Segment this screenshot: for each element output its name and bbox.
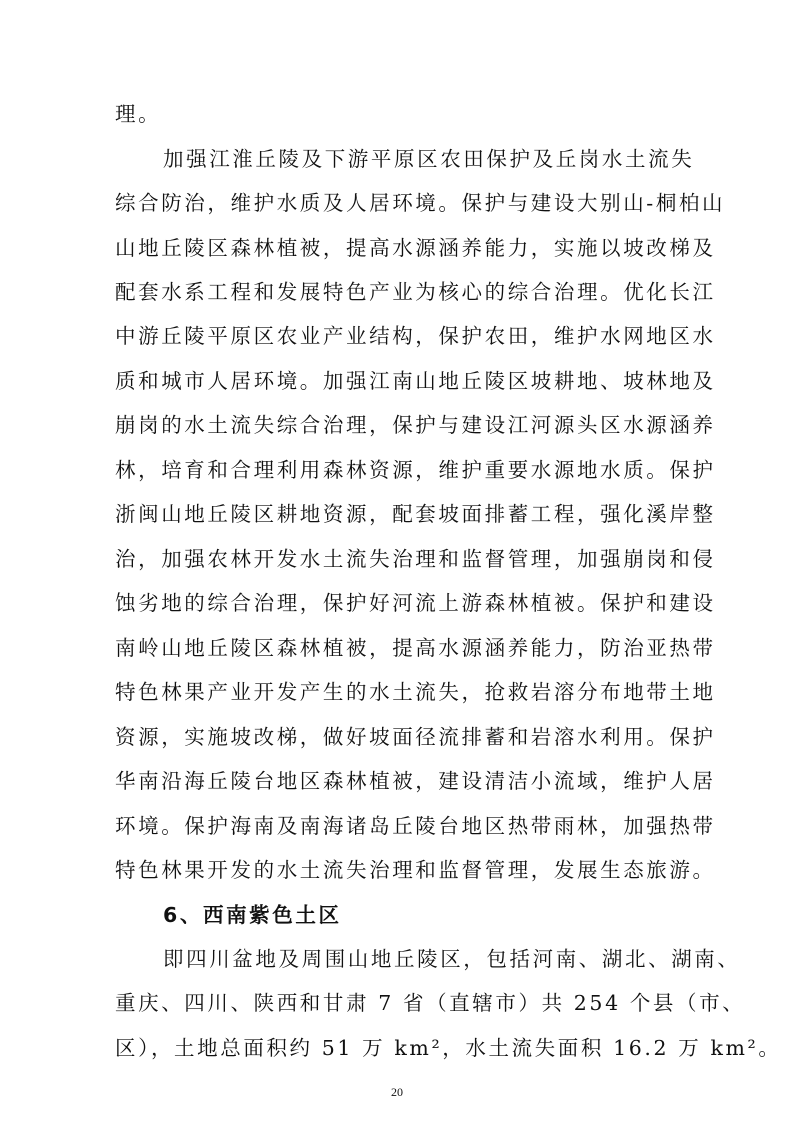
text-line: 华南沿海丘陵台地区森林植被，建设清洁小流域，维护人居: [115, 769, 716, 793]
text-line: 环境。保护海南及南海诸岛丘陵台地区热带雨林，加强热带: [115, 814, 716, 838]
text-line: 区），土地总面积约 51 万 km²，水土流失面积 16.2 万 km²。: [115, 1036, 782, 1060]
text-line: 配套水系工程和发展特色产业为核心的综合治理。优化长江: [115, 280, 716, 304]
text-line: 特色林果开发的水土流失治理和监督管理，发展生态旅游。: [115, 858, 716, 882]
text-line: 崩岗的水土流失综合治理，保护与建设江河源头区水源涵养: [115, 413, 716, 437]
text-line: 南岭山地丘陵区森林植被，提高水源涵养能力，防治亚热带: [115, 636, 716, 660]
text-line: 综合防治，维护水质及人居环境。保护与建设大别山-桐柏山: [115, 191, 726, 215]
text-line: 浙闽山地丘陵区耕地资源，配套坡面排蓄工程，强化溪岸整: [115, 502, 716, 526]
page-number: 20: [391, 1085, 403, 1099]
section-heading: 6、西南紫色土区: [163, 903, 342, 927]
text-line: 重庆、四川、陕西和甘肃 7 省（直辖市）共 254 个县（市、: [115, 991, 746, 1015]
text-line: 质和城市人居环境。加强江南山地丘陵区坡耕地、坡林地及: [115, 369, 716, 393]
text-line: 蚀劣地的综合治理，保护好河流上游森林植被。保护和建设: [115, 591, 716, 615]
text-line: 理。: [115, 102, 162, 126]
text-line: 加强江淮丘陵及下游平原区农田保护及丘岗水土流失: [163, 147, 695, 171]
text-line: 特色林果产业开发产生的水土流失，抢救岩溶分布地带土地: [115, 680, 716, 704]
text-line: 中游丘陵平原区农业产业结构，保护农田，维护水网地区水: [115, 324, 716, 348]
text-line: 资源，实施坡改梯，做好坡面径流排蓄和岩溶水利用。保护: [115, 725, 716, 749]
text-line: 林，培育和合理利用森林资源，维护重要水源地水质。保护: [115, 458, 716, 482]
text-line: 治，加强农林开发水土流失治理和监督管理，加强崩岗和侵: [115, 547, 716, 571]
text-line: 即四川盆地及周围山地丘陵区，包括河南、湖北、湖南、: [163, 947, 741, 971]
text-line: 山地丘陵区森林植被，提高水源涵养能力，实施以坡改梯及: [115, 236, 716, 260]
